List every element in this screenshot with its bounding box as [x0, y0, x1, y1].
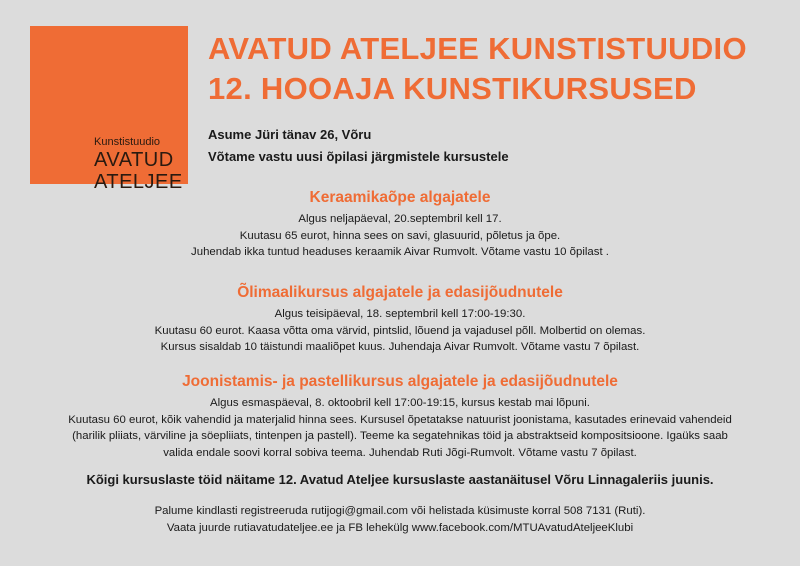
course-detail-line: Juhendab ikka tuntud headuses keraamik Aivar Rumvolt. Võtame vastu 10 õpilast .: [191, 246, 609, 258]
course-title: Joonistamis- ja pastellikursus algajatele ja edasijõudnutele: [182, 373, 618, 390]
course-detail-line: Algus neljapäeval, 20.septembril kell 17.: [298, 213, 502, 225]
page-title-line-2: 12. HOOAJA KUNSTIKURSUSED: [208, 71, 697, 106]
studio-logo: [30, 26, 188, 193]
course-detail-line: Kuutasu 60 eurot, kõik vahendid ja materjalid hinna sees. Kursusel õpetatakse natuurist joonistama, kasutades erinevaid vahendeid: [68, 413, 732, 426]
address-line: Asume Jüri tänav 26, Võru: [208, 127, 372, 142]
course-detail-line: Kuutasu 60 eurot. Kaasa võtta oma värvid, pintslid, lõuend ja vajadusel põll. Molbertid on olemas.: [154, 324, 646, 337]
exhibition-note: Kõigi kursuslaste töid näitame 12. Avatud Ateljee kursuslaste aastanäitusel Võru Linnagaleriis juunis.: [86, 472, 714, 487]
contact-line-links: Vaata juurde rutiavatudateljee.ee ja FB lehekülg www.facebook.com/MTUAvatudAteljeeKlubi: [166, 521, 634, 534]
contact-info: [0, 503, 800, 536]
logo-word-ateljee: ATELJEE: [94, 171, 183, 193]
page-title-line-1: AVATUD ATELJEE KUNSTISTUUDIO: [208, 31, 747, 66]
course-drawing-pastel: [0, 372, 800, 461]
course-detail-line: Kursus sisaldab 10 täistundi maaliõpet kuus. Juhendaja Aivar Rumvolt. Võtame vastu 7 õpilast.: [160, 341, 640, 353]
course-title: Keraamikaõpe algajatele: [309, 189, 491, 206]
course-detail-line: Kuutasu 65 eurot, hinna sees on savi, glasuurid, põletus ja õpe.: [239, 229, 561, 242]
course-title: Õlimaalikursus algajatele ja edasijõudnutele: [237, 284, 563, 301]
enrollment-line: Võtame vastu uusi õpilasi järgmistele kursustele: [208, 149, 509, 164]
course-oil-painting: [0, 283, 800, 356]
course-detail-line: valida endale soovi korral sobiva teema. Juhendab Ruti Jõgi-Rumvolt. Võtame vastu 7 õpilast.: [163, 446, 637, 459]
course-detail-line: Algus teisipäeval, 18. septembril kell 17:00-19:30.: [274, 308, 526, 320]
course-detail-line: Algus esmaspäeval, 8. oktoobril kell 17:00-19:15, kursus kestab mai lõpuni.: [210, 397, 590, 409]
course-detail-line: (harilik pliiats, värviline ja söepliiats, tintenpen ja pastell). Teeme ka segatehnikas töid ja abstraktseid kompositsioone. Igaüks saab: [72, 430, 728, 442]
course-ceramics: [0, 188, 800, 261]
logo-word-avatud: AVATUD: [94, 149, 174, 171]
contact-line-registration: Palume kindlasti registreeruda rutijogi@gmail.com või helistada küsimuste korral 508 7131 (Ruti).: [154, 505, 646, 517]
logo-subtitle: Kunstistuudio: [94, 136, 161, 148]
